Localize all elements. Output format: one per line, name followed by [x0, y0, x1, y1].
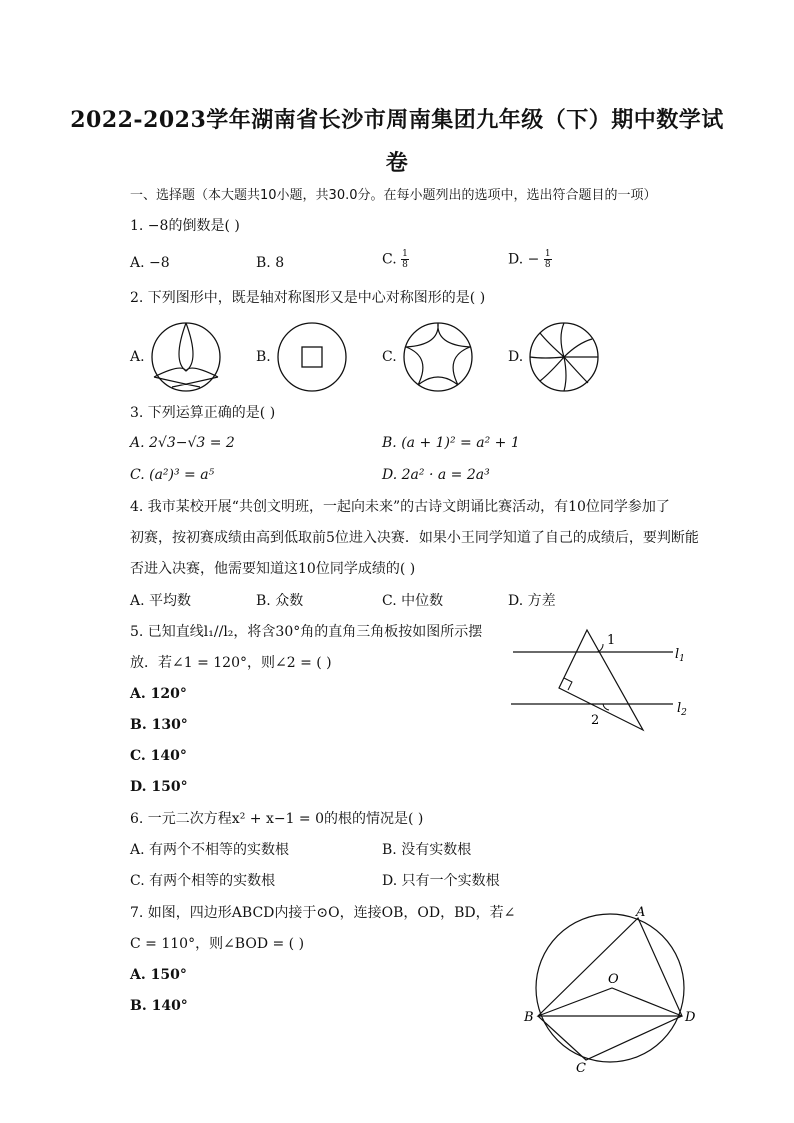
q5-l1-label: $l_1$	[675, 647, 685, 664]
q1-option-c-fraction: $\frac{1}{8}$	[402, 249, 408, 270]
q7-triangle-abd	[538, 918, 682, 1016]
q5-angle1-label: 1	[607, 633, 616, 648]
question-3-stem: 3. 下列运算正确的是( )	[130, 405, 276, 421]
question-4-stem-line3: 否进入决赛，他需要知道这10位同学成绩的( )	[130, 561, 416, 577]
q7-label-d: D	[685, 1010, 696, 1025]
q7-radii-ob-od	[538, 988, 682, 1016]
question-4-stem-line1: 4. 我市某校开展“共创文明班，一起向未来”的古诗文朗诵比赛活动，有10位同学参加了	[130, 499, 670, 515]
q4-option-b[interactable]: B. 众数	[256, 593, 304, 609]
q3-option-c[interactable]: C. (a²)³ = a⁵	[130, 467, 215, 483]
question-5-stem-line2: 放．若∠1 = 120°，则∠2 = ( )	[130, 655, 332, 671]
q5-angle2-label: 2	[591, 713, 600, 728]
q1-option-c-label: C.	[382, 251, 397, 268]
q1-option-a[interactable]: A. −8	[130, 255, 170, 271]
q5-option-d[interactable]: D. 150°	[130, 779, 188, 795]
question-4-stem-line2: 初赛，按初赛成绩由高到低取前5位进入决赛．如果小王同学知道了自己的成绩后，要判断能	[130, 530, 699, 546]
q2-option-b[interactable]: B.	[256, 349, 271, 365]
q7-option-a[interactable]: A. 150°	[130, 967, 187, 983]
q2-option-a[interactable]: A.	[130, 349, 145, 365]
q3-option-b[interactable]: B. (a + 1)² = a² + 1	[382, 435, 520, 451]
q2-figure-b	[276, 321, 348, 393]
q7-label-o: O	[608, 972, 619, 987]
page-title: 2022-2023学年湖南省长沙市周南集团九年级（下）期中数学试	[70, 107, 724, 133]
q7-label-a: A	[636, 905, 646, 920]
q7-figure	[520, 900, 710, 1080]
section-heading: 一、选择题（本大题共10小题，共30.0分。在每小题列出的选项中，选出符合题目的一项）	[130, 188, 657, 203]
question-7-stem-line2: C = 110°，则∠BOD = ( )	[130, 936, 305, 952]
q5-angle2-arc	[603, 704, 609, 710]
q4-option-a[interactable]: A. 平均数	[130, 593, 192, 609]
q5-option-b[interactable]: B. 130°	[130, 717, 188, 733]
q3-option-a[interactable]: A. 2√3−√3 = 2	[130, 435, 235, 451]
q5-option-a[interactable]: A. 120°	[130, 686, 187, 702]
q2-figure-d	[528, 321, 600, 393]
q5-figure	[505, 622, 705, 737]
question-7-stem-line1: 7. 如图，四边形ABCD内接于⊙O，连接OB，OD，BD，若∠	[130, 905, 516, 921]
q2-option-d[interactable]: D.	[508, 349, 524, 365]
q5-option-c[interactable]: C. 140°	[130, 748, 187, 764]
q1-option-c[interactable]	[382, 249, 409, 270]
q3-option-d[interactable]: D. 2a² · a = 2a³	[382, 467, 490, 483]
question-5-stem-line1: 5. 已知直线l₁//l₂，将含30°角的直角三角板按如图所示摆	[130, 624, 483, 640]
question-1-stem: 1. −8的倒数是( )	[130, 218, 240, 234]
page-title-continued: 卷	[385, 150, 409, 176]
question-6-stem: 6. 一元二次方程x² + x−1 = 0的根的情况是( )	[130, 811, 424, 827]
q5-l2-label: $l_2$	[677, 701, 687, 718]
q6-option-a[interactable]: A. 有两个不相等的实数根	[130, 842, 290, 858]
q7-chords-bcd	[538, 1016, 682, 1060]
q1-option-d[interactable]	[508, 249, 552, 270]
q7-circle	[536, 914, 684, 1062]
q6-option-b[interactable]: B. 没有实数根	[382, 842, 472, 858]
q6-option-c[interactable]: C. 有两个相等的实数根	[130, 873, 276, 889]
q5-triangle	[559, 630, 643, 730]
q1-option-d-fraction: $\frac{1}{8}$	[544, 249, 551, 270]
q5-angle1-arc	[597, 644, 603, 652]
q6-option-d[interactable]: D. 只有一个实数根	[382, 873, 500, 889]
q5-right-angle-mark	[564, 678, 572, 690]
q2-figure-a	[150, 321, 222, 393]
q7-label-c: C	[576, 1061, 586, 1076]
q4-option-d[interactable]: D. 方差	[508, 593, 556, 609]
q1-option-d-label: D. −	[508, 251, 540, 268]
question-2-stem: 2. 下列图形中，既是轴对称图形又是中心对称图形的是( )	[130, 290, 486, 306]
q1-option-b[interactable]: B. 8	[256, 255, 285, 271]
q4-option-c[interactable]: C. 中位数	[382, 593, 444, 609]
q7-label-b: B	[524, 1010, 534, 1025]
q2-option-c[interactable]: C.	[382, 349, 397, 365]
q7-option-b[interactable]: B. 140°	[130, 998, 188, 1014]
q2-figure-c	[402, 321, 474, 393]
